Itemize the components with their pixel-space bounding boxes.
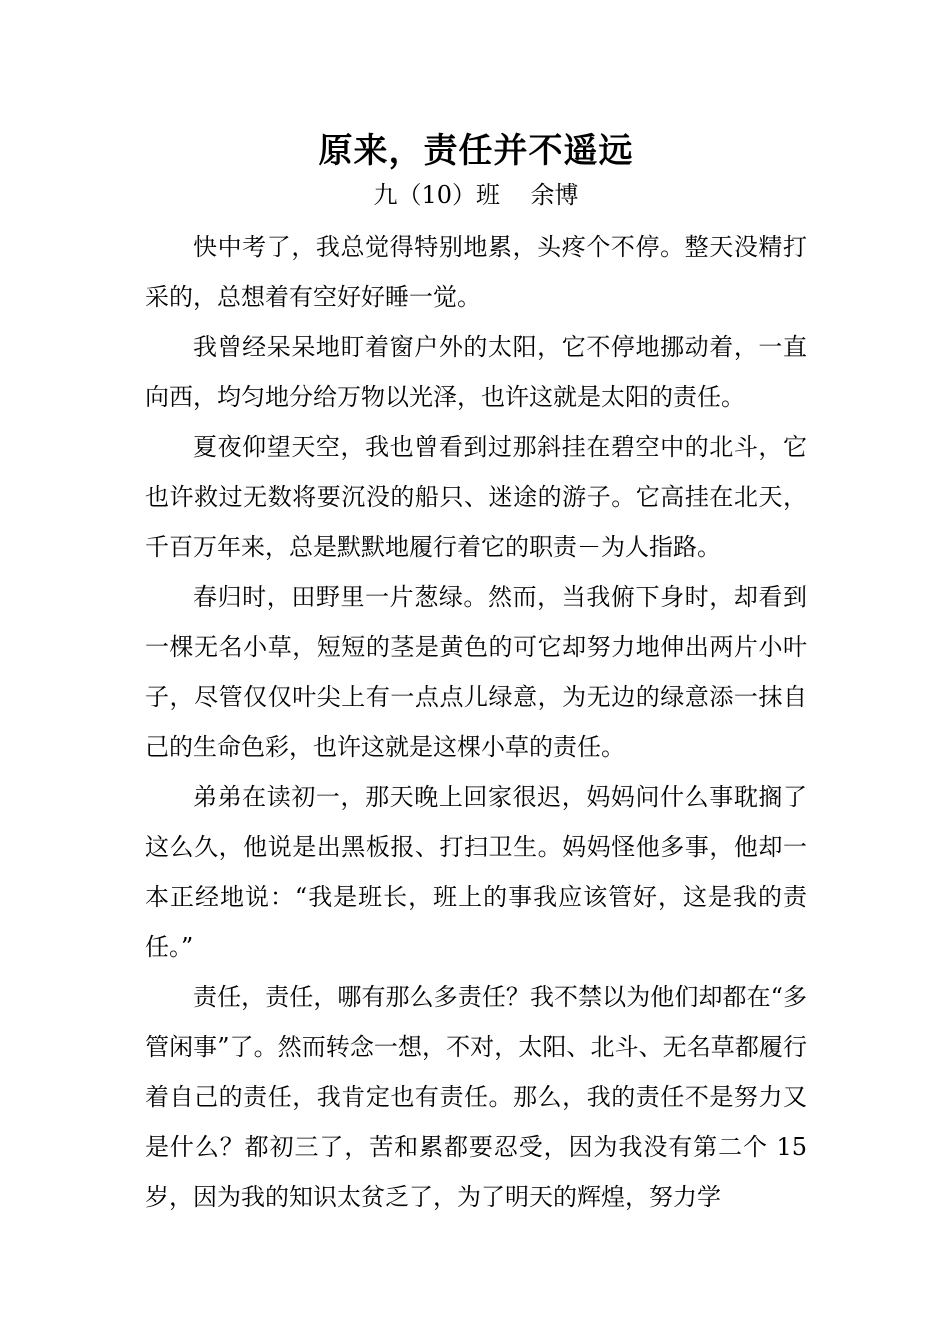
paragraph-2: 我曾经呆呆地盯着窗户外的太阳，它不停地挪动着，一直向西，均匀地分给万物以光泽，也许这就是太阳的责任。	[145, 333, 807, 411]
author-byline: 九（10）班 余博	[373, 181, 579, 209]
document-page	[145, 128, 807, 1222]
paragraph-5: 弟弟在读初一，那天晚上回家很迟，妈妈问什么事耽搁了这么久，他说是出黑板报、打扫卫生。妈妈怪他多事，他却一本正经地说：“我是班长，班上的事我应该管好，这是我的责任。”	[145, 783, 807, 961]
paragraph-1: 快中考了，我总觉得特别地累，头疼个不停。整天没精打采的，总想着有空好好睡一觉。	[145, 233, 807, 311]
essay-title: 原来，责任并不遥远	[318, 131, 634, 171]
paragraph-4: 春归时，田野里一片葱绿。然而，当我俯下身时，却看到一棵无名小草，短短的茎是黄色的可它却努力地伸出两片小叶子，尽管仅仅叶尖上有一点点儿绿意，为无边的绿意添一抹自己的生命色彩，也许这就是这棵小草的责任。	[145, 583, 807, 761]
paragraph-6: 责任，责任，哪有那么多责任？我不禁以为他们却都在“多管闲事”了。然而转念一想，不对，太阳、北斗、无名草都履行着自己的责任，我肯定也有责任。那么，我的责任不是努力又是什么？都初三了，苦和累都要忍受，因为我没有第二个 15 岁，因为我的知识太贫乏了，为了明天的辉煌，努力学	[145, 983, 807, 1211]
paragraph-3: 夏夜仰望天空，我也曾看到过那斜挂在碧空中的北斗，它也许救过无数将要沉没的船只、迷途的游子。它高挂在北天，千百万年来，总是默默地履行着它的职责－为人指路。	[145, 433, 807, 561]
